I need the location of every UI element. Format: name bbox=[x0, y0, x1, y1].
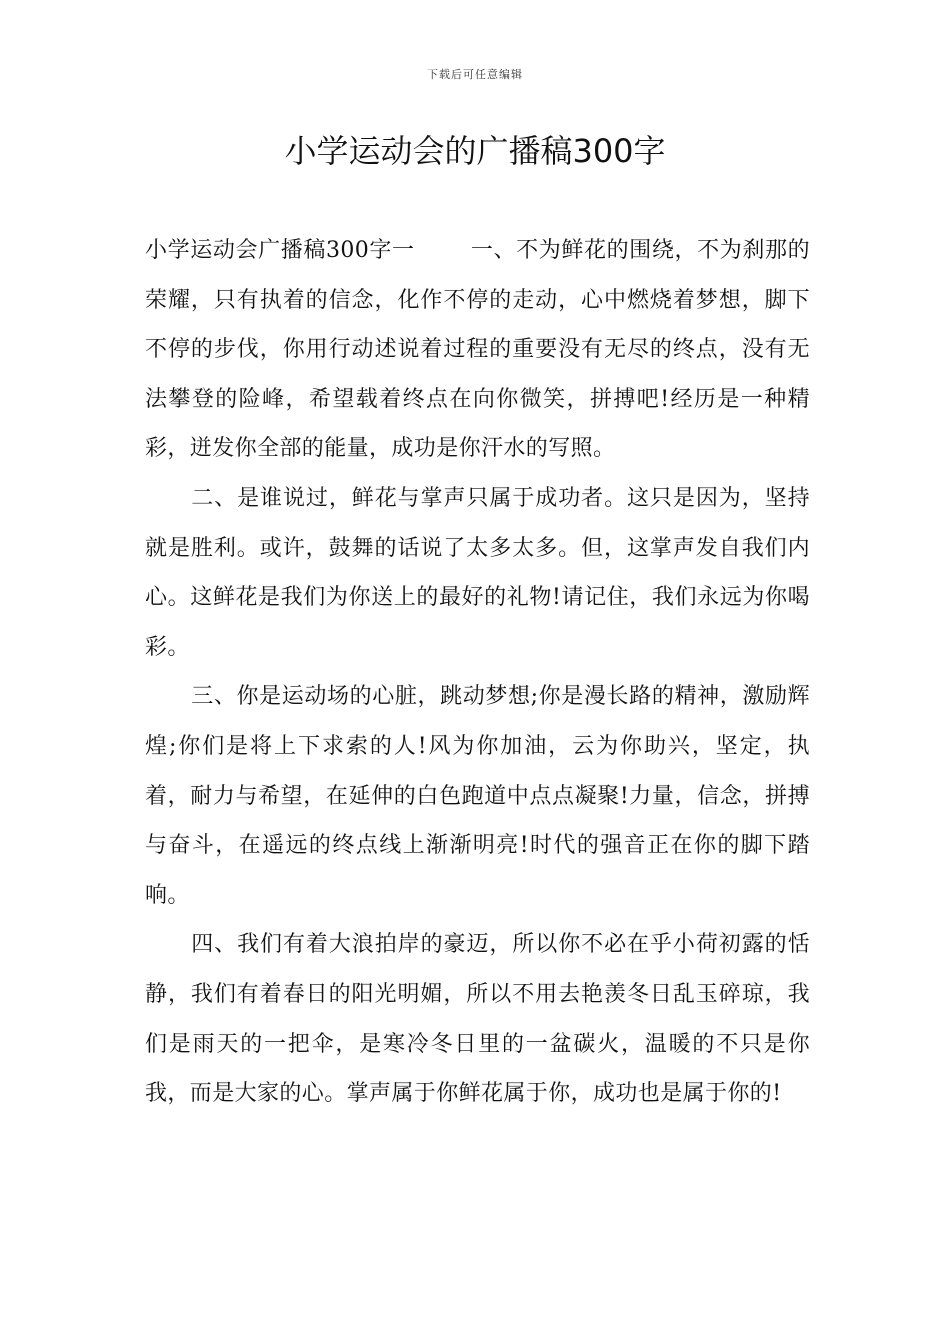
document-title: 小学运动会的广播稿300字 bbox=[284, 132, 666, 170]
paragraph-1-text: 一、不为鲜花的围绕，不为刹那的荣耀，只有执着的信念，化作不停的走动，心中燃烧着梦想，脚下不停的步伐，你用行动述说着过程的重要没有无尽的终点，没有无法攀登的险峰，希望载着终点在向你微笑，拼搏吧!经历是一种精彩，迸发你全部的能量，成功是你汗水的写照。 bbox=[145, 238, 810, 462]
document-body bbox=[145, 226, 810, 1119]
paragraph-4: 四、我们有着大浪拍岸的豪迈，所以你不必在乎小荷初露的恬静，我们有着春日的阳光明媚，所以不用去艳羡冬日乱玉碎琼，我们是雨天的一把伞，是寒冷冬日里的一盆碳火，温暖的不只是你我，而是大家的心。掌声属于你鲜花属于你，成功也是属于你的! bbox=[145, 932, 810, 1107]
header-note: 下载后可任意编辑 bbox=[427, 68, 523, 81]
paragraph-1 bbox=[145, 226, 810, 474]
intro-label: 小学运动会广播稿300字一 bbox=[145, 238, 415, 263]
paragraph-3: 三、你是运动场的心脏，跳动梦想;你是漫长路的精神，激励辉煌;你们是将上下求索的人!风为你加油，云为你助兴，坚定，执着，耐力与希望，在延伸的白色跑道中点点凝聚!力量，信念，拼搏与奋斗，在遥远的终点线上渐渐明亮!时代的强音正在你的脚下踏响。 bbox=[145, 684, 810, 908]
paragraph-2: 二、是谁说过，鲜花与掌声只属于成功者。这只是因为，坚持就是胜利。或许，鼓舞的话说了太多太多。但，这掌声发自我们内心。这鲜花是我们为你送上的最好的礼物!请记住，我们永远为你喝彩。 bbox=[145, 485, 810, 660]
